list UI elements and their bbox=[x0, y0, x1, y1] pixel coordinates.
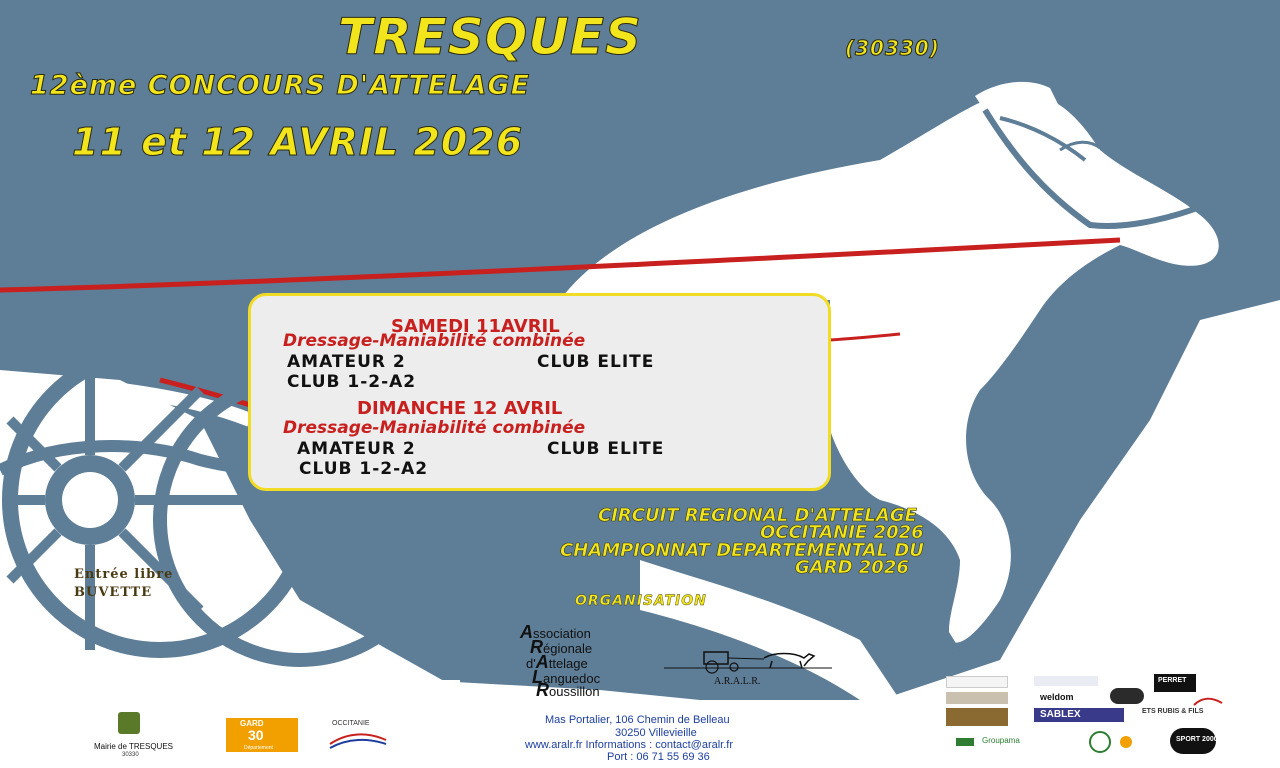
day1-category-3: CLUB 1-2-A2 bbox=[287, 372, 417, 392]
groupama-mark-icon bbox=[956, 738, 974, 746]
sponsor-logo-3 bbox=[946, 692, 1008, 704]
sponsor-logo-1 bbox=[946, 676, 1008, 688]
address-line-2: 30250 Villevieille bbox=[615, 727, 697, 739]
day2-discipline: Dressage-Maniabilité combinée bbox=[283, 418, 586, 438]
circuit-line-2: OCCITANIE 2026 bbox=[760, 522, 924, 543]
entry-info bbox=[74, 566, 173, 602]
sponsor-swoosh-icon bbox=[1190, 695, 1226, 709]
assoc-line-5: Roussillon bbox=[536, 680, 600, 700]
sablex-logo: SABLEX bbox=[1034, 708, 1124, 722]
entree-line-1: Entrée libre bbox=[74, 567, 174, 582]
perret-logo: PERRET bbox=[1154, 674, 1196, 692]
sport2000-logo: SPORT 2000 bbox=[1170, 728, 1216, 754]
circuit-line-4: GARD 2026 bbox=[795, 557, 909, 578]
weldom-logo: weldom bbox=[1040, 692, 1074, 702]
event-postcode: (30330) bbox=[845, 36, 940, 60]
event-town: TRESQUES bbox=[338, 8, 643, 66]
groupama-logo: Groupama bbox=[956, 736, 1036, 750]
event-subtitle: 12ème CONCOURS D'ATTELAGE bbox=[30, 70, 531, 101]
aralr-acronym: A.R.A.L.R. bbox=[714, 676, 761, 687]
mairie-logo: Mairie de TRESQUES 30330 bbox=[90, 712, 170, 764]
day1-discipline: Dressage-Maniabilité combinée bbox=[283, 331, 586, 351]
day1-title: SAMEDI 11AVRIL bbox=[391, 316, 560, 337]
address-line-1: Mas Portalier, 106 Chemin de Belleau bbox=[545, 714, 730, 726]
sponsor-logo-6 bbox=[946, 708, 1008, 726]
sponsor-logo-5 bbox=[1190, 694, 1226, 708]
occitanie-swoosh-icon bbox=[328, 730, 388, 750]
organisation-label: ORGANISATION bbox=[575, 593, 707, 609]
sponsor-emblem-icon bbox=[1086, 726, 1136, 756]
rubis-logo: ETS RUBIS & FILS bbox=[1142, 708, 1204, 715]
program-box bbox=[248, 293, 831, 491]
assoc-line-3: d'Attelage bbox=[526, 652, 588, 672]
assoc-line-1: Association bbox=[520, 622, 591, 642]
day2-category-2: CLUB ELITE bbox=[547, 439, 665, 459]
entree-line-2: BUVETTE bbox=[74, 585, 153, 600]
gard-department-logo: GARD 30 Département bbox=[226, 718, 298, 752]
event-dates: 11 et 12 AVRIL 2026 bbox=[72, 120, 524, 164]
circuit-line-3: CHAMPIONNAT DEPARTEMENTAL DU bbox=[560, 540, 924, 561]
sponsor-logo-2 bbox=[1034, 676, 1098, 686]
day2-category-3: CLUB 1-2-A2 bbox=[299, 459, 429, 479]
occitanie-logo: OCCITANIE bbox=[322, 714, 402, 754]
assoc-line-2: Régionale bbox=[530, 637, 593, 657]
day1-category-2: CLUB ELITE bbox=[537, 352, 655, 372]
sponsor-logo-7 bbox=[1086, 726, 1136, 756]
address-line-3: www.aralr.fr Informations : contact@aralr.fr bbox=[525, 739, 734, 751]
sponsor-logo-4 bbox=[1110, 688, 1144, 704]
day2-title: DIMANCHE 12 AVRIL bbox=[357, 398, 563, 419]
day1-category-1: AMATEUR 2 bbox=[287, 352, 406, 372]
mairie-crest-icon bbox=[118, 712, 140, 734]
circuit-line-1: CIRCUIT REGIONAL D'ATTELAGE bbox=[598, 505, 917, 526]
day2-category-1: AMATEUR 2 bbox=[297, 439, 416, 459]
address-line-4: Port : 06 71 55 69 36 bbox=[607, 751, 710, 763]
carriage-logo-icon bbox=[664, 646, 834, 676]
assoc-line-4: Languedoc bbox=[532, 667, 601, 687]
